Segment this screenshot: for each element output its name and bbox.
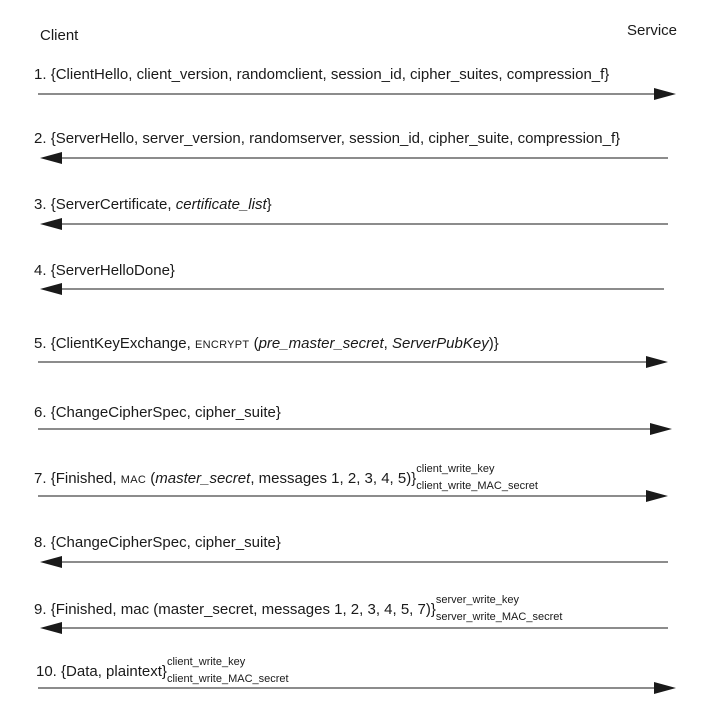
arrow-7 — [38, 490, 668, 502]
message-8: 8. {ChangeCipherSpec, cipher_suite} — [34, 534, 281, 551]
message-7: 7. {Finished, MAC (master_secret, messages 1, 2, 3, 4, 5)} client_write_key client_write_MAC_secret — [34, 463, 538, 492]
message-6: 6. {ChangeCipherSpec, cipher_suite} — [34, 404, 281, 421]
message-4: 4. {ServerHelloDone} — [34, 262, 175, 279]
arrow-5 — [38, 356, 668, 368]
message-7-subscript: client_write_key client_write_MAC_secret — [416, 463, 538, 492]
message-10: 10. {Data, plaintext} client_write_key client_write_MAC_secret — [36, 656, 289, 685]
arrow-2 — [40, 152, 668, 164]
arrow-1 — [38, 88, 676, 100]
message-5: 5. {ClientKeyExchange, ENCRYPT (pre_master_secret, ServerPubKey)} — [34, 335, 499, 352]
arrow-6 — [38, 423, 672, 435]
arrow-10 — [38, 682, 676, 694]
service-label: Service — [627, 22, 678, 39]
arrow-8 — [40, 556, 668, 568]
message-2: 2. {ServerHello, server_version, randomserver, session_id, cipher_suite, compression_f} — [34, 130, 621, 147]
arrow-9 — [40, 622, 668, 634]
message-10-subscript: client_write_key client_write_MAC_secret — [166, 656, 289, 685]
message-1: 1. {ClientHello, client_version, randomclient, session_id, cipher_suites, compression_f} — [34, 66, 610, 83]
arrow-4 — [40, 283, 664, 295]
message-9-subscript: server_write_key server_write_MAC_secret — [435, 594, 563, 623]
arrow-3 — [40, 218, 668, 230]
message-9: 9. {Finished, mac (master_secret, messages 1, 2, 3, 4, 5, 7)} server_write_key server_write_MAC_secret — [34, 594, 563, 623]
message-3: 3. {ServerCertificate, certificate_list} — [34, 196, 272, 213]
client-label: Client — [40, 27, 79, 44]
